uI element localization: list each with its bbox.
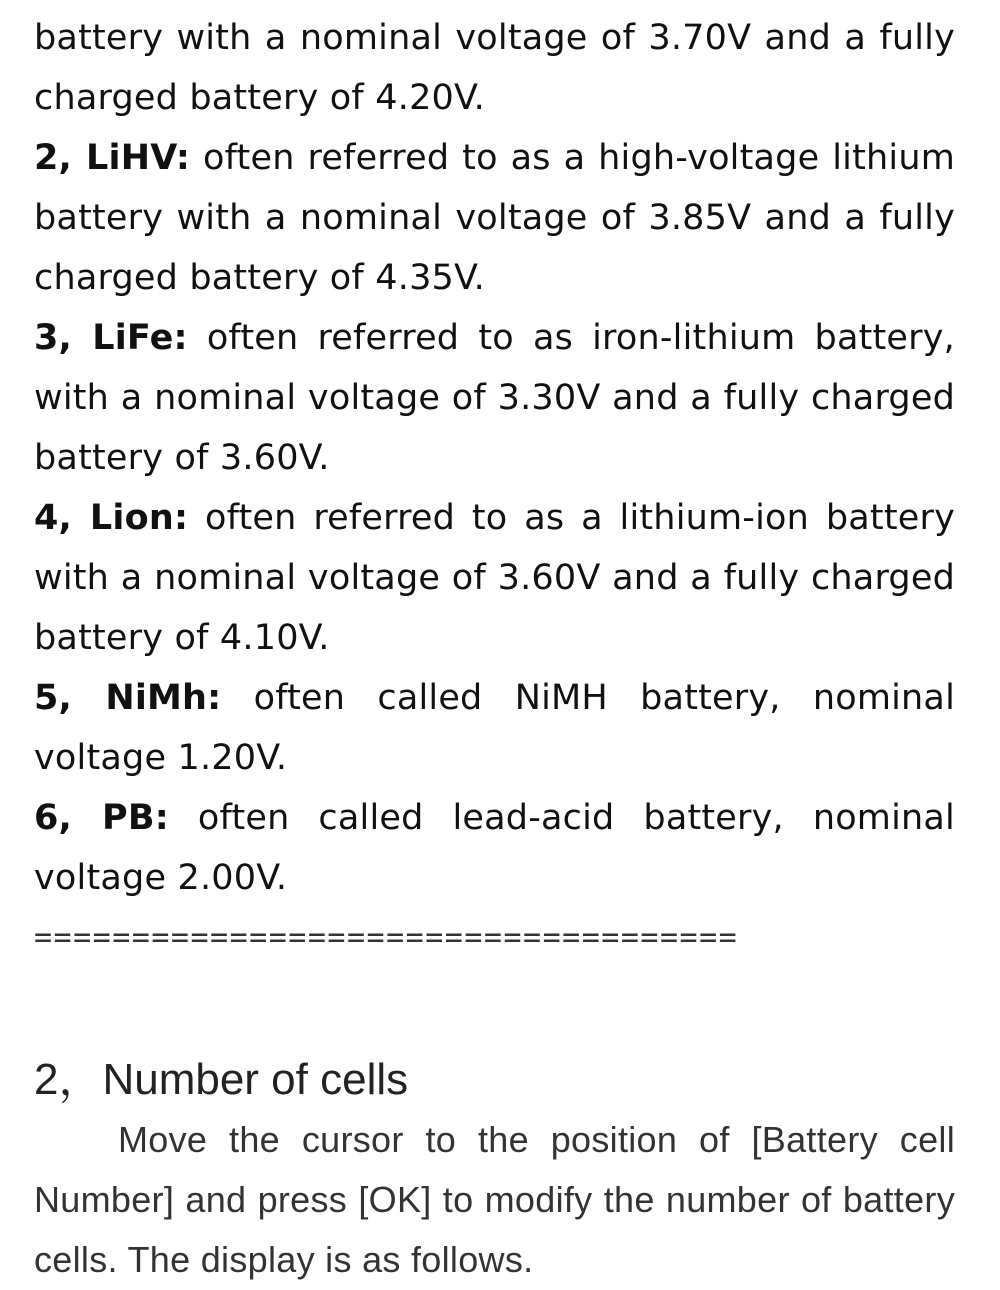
section-divider: ==================================== [34,920,739,955]
battery-type-description: often referred to as a high-voltage lithium battery with a nominal voltage of 3.85V and a fully charged battery of 4.35V. [34,138,955,298]
battery-type-label: 4, Lion: [34,498,189,538]
intro-continuation-text: battery with a nominal voltage of 3.70V and a fully charged battery of 4.20V. [34,18,955,118]
battery-type-lihv [34,128,955,308]
battery-type-label: 2, LiHV: [34,138,191,178]
battery-type-description: often referred to as a lithium-ion battery with a nominal voltage of 3.60V and a fully charged battery of 4.10V. [34,498,955,658]
battery-type-label: 3, LiFe: [34,318,188,358]
battery-type-pb [34,788,955,908]
battery-type-label: 5, NiMh: [34,678,222,718]
section-heading: 2，Number of cells [34,1055,409,1104]
battery-type-nimh [34,668,955,788]
battery-type-description: often called NiMH battery, nominal voltage 1.20V. [34,678,956,778]
document-page [34,8,955,1290]
battery-type-lion [34,488,955,668]
battery-type-life [34,308,955,488]
battery-type-description: often called lead-acid battery, nominal voltage 2.00V. [34,798,955,898]
section-body-text: Move the cursor to the position of [Battery cell Number] and press [OK] to modify the number of battery cells. The display is as follows. [34,1119,955,1280]
battery-type-description: often referred to as iron-lithium battery, with a nominal voltage of 3.30V and a fully charged battery of 3.60V. [34,318,955,478]
battery-type-label: 6, PB: [34,798,169,838]
